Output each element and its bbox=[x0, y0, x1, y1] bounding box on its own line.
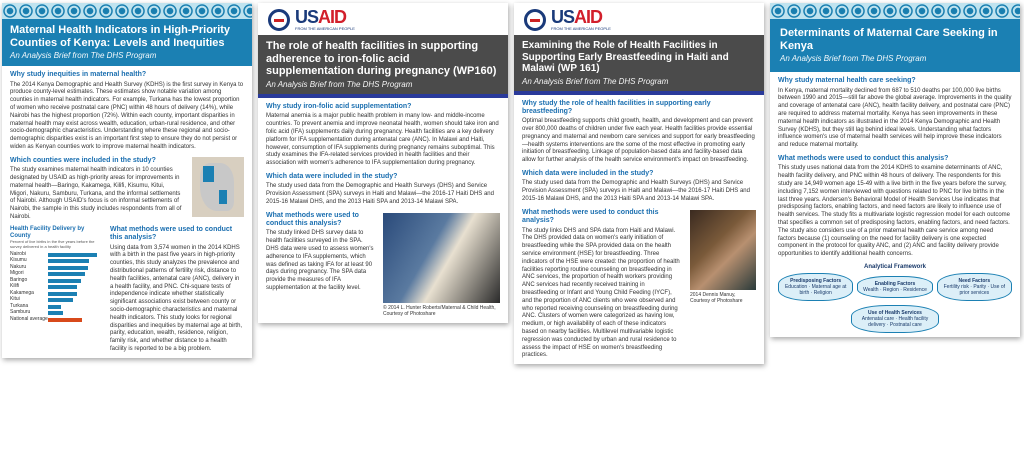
section-heading: Why study iron-folic acid supplementation? bbox=[266, 102, 412, 110]
usaid-seal-icon bbox=[524, 9, 546, 31]
usaid-logo: USAID FROM THE AMERICAN PEOPLE bbox=[258, 3, 508, 35]
bar-label: Samburu bbox=[10, 309, 31, 316]
bar-label: Turkana bbox=[10, 302, 29, 309]
brief-iron-folic-acid[interactable] bbox=[258, 3, 508, 323]
framework-node: Predisposing Factors Education · Maternal age at birth · Religion bbox=[778, 273, 853, 301]
photo-caption: 2014 Dennis Manuy, Courtesy of Photoshare bbox=[690, 291, 743, 304]
framework-node: Use of Health Services Antenatal care · Health facility delivery · Postnatal care bbox=[851, 305, 939, 333]
chart-bar-row bbox=[10, 310, 102, 316]
brief-early-breastfeeding[interactable] bbox=[514, 3, 764, 364]
section-text: The study examines maternal health indicators in 10 counties designated by USAID as high-priority areas for improvements in maternal health—Baringo, Kakamega, Kilifi, Kisumu, Kitui, Migori, Nakuru, Samburu, Turkana, and the informal settlements of Nairobi. Although USAID's focus is on informal settlements of Nairobi, the sample in this study includes respondents from all of Nairobi. bbox=[10, 167, 182, 221]
bar-label: Kisumu bbox=[10, 257, 27, 264]
decorative-pattern bbox=[2, 3, 252, 19]
bar-label: Kitui bbox=[10, 296, 20, 303]
bar-label: Kilifi bbox=[10, 283, 20, 290]
chart-bar bbox=[48, 279, 81, 283]
county-delivery-chart bbox=[10, 226, 102, 354]
chart-bar bbox=[48, 285, 77, 289]
logo-tagline: FROM THE AMERICAN PEOPLE bbox=[295, 26, 355, 31]
chart-bar-row bbox=[10, 271, 102, 277]
section-text: The study used data from the Demographic and Health Surveys (DHS) and Service Provision Assessment (SPA) surveys in Haiti and Malawi—the 2016-17 Haiti DHS and 2015-16 Malawi DHS, and the 2013 Haiti SPA and 2013-14 Malawi SPA. bbox=[522, 180, 750, 203]
logo-tagline: FROM THE AMERICAN PEOPLE bbox=[551, 26, 611, 31]
chart-bar bbox=[48, 259, 89, 263]
section-heading: Which counties were included in the study? bbox=[10, 156, 156, 164]
usaid-logo: USAID FROM THE AMERICAN PEOPLE bbox=[514, 3, 764, 35]
section-text: In Kenya, maternal mortality declined from 687 to 510 deaths per 100,000 live births between 1990 and 2015—still far above the global average. Improvements in the quality and coverage of antenatal care (ANC), health facility delivery, and postnatal care (PNC) are required to address maternal mortality. Kenya has seen improvements in these maternal health indicators as illustrated in the 2014 Kenya Demographic and Health Survey (KDHS), but they still lag behind ideal levels. Understanding what factors influence women's use of maternal health services will help improve these indicators and reduce maternal mortality. bbox=[778, 87, 1012, 149]
section-heading: Why study maternal health care seeking? bbox=[778, 77, 916, 85]
usaid-seal-icon bbox=[268, 9, 290, 31]
title-band bbox=[770, 19, 1020, 72]
photo-mothers-infants bbox=[690, 210, 756, 290]
doc-subtitle: An Analysis Brief from The DHS Program bbox=[522, 76, 669, 86]
chart-bar-row bbox=[10, 258, 102, 264]
chart-bar bbox=[48, 272, 85, 276]
bar-label: Nairobi bbox=[10, 250, 26, 257]
section-heading: Why study inequities in maternal health? bbox=[10, 71, 147, 79]
kenya-map bbox=[192, 157, 244, 217]
chart-bar bbox=[48, 305, 61, 309]
chart-title: Health Facility Delivery by County bbox=[10, 225, 85, 239]
section-heading: What methods were used to conduct this analysis? bbox=[110, 225, 233, 242]
chart-bar-row bbox=[10, 284, 102, 290]
chart-subtitle: Percent of live births in the five years before the survey delivered in a health facility bbox=[10, 239, 95, 249]
doc-subtitle: An Analysis Brief from The DHS Program bbox=[780, 54, 927, 64]
section-text: Maternal anemia is a major public health problem in many low- and middle-income countries. To prevent anemia and improve neonatal health, women should take iron and folic acid (IFA) supplements daily during pregnancy. Health facilities are a key delivery platform for IFA supplementation during antenatal care (ANC). In Malawi and Haiti, however, consumption of IFA supplements during pregnancy remains suboptimal. This study examines the IFA-related services provided in health facilities and their association with women's adherence to IFA supplementation during pregnancy. bbox=[266, 113, 499, 167]
bar-label: Nakuru bbox=[10, 263, 27, 270]
title-band bbox=[2, 19, 252, 66]
chart-bar-row bbox=[10, 265, 102, 271]
bar-label: Baringo bbox=[10, 276, 28, 283]
framework-title: Analytical Framework bbox=[863, 264, 927, 270]
section-text: Optimal breastfeeding supports child growth, health, and development and can prevent over 800,000 deaths of children under five each year. Health facilities provide essential pregnancy and maternal and newborn care services and support for early breastfeeding—health systems interventions are the some of the most effective in promoting early initiation of breastfeeding. Linkage of population-based data and facility-based data allow for further analysis of the health service environment's impact on breastfeeding. bbox=[522, 118, 755, 164]
framework-node: Enabling Factors Wealth · Region · Residence bbox=[857, 276, 932, 298]
decorative-pattern bbox=[770, 3, 1020, 19]
photo-caption: © 2014 L. Hunter Roberts/Maternal & Child Health, Courtesy of Photoshare bbox=[383, 304, 496, 317]
bar-label: National average bbox=[10, 315, 48, 322]
chart-bar-row bbox=[10, 317, 102, 323]
section-heading: Which data were included in the study? bbox=[266, 172, 398, 180]
section-text: This study uses national data from the 2014 KDHS to examine determinants of ANC, health facility delivery, and PNC within 48 hours of delivery. The respondents for this study are 14,949 women age 15-49 with a live birth in the five years before the survey, including 7,152 women interviewed with questions related to PNC for live births in the last three years. Andersen's Behavioral Model of Health Services Use indicates that predisposing factors, enabling factors, and need factors are likely to influence use of health services. The study fits a multivariate logistic regression model for each outcome that specifies a common set of predisposing factors, enabling factors, and need factors. The study also considers use of a prior maternal health care service among need factors because (1) counseling on the need for facility delivery is one expected component in the protocol for quality ANC, and (2) ANC and facility delivery provide opportunities to identify additional health concerns. bbox=[778, 165, 1010, 258]
doc-subtitle: An Analysis Brief from The DHS Program bbox=[266, 79, 413, 89]
photo-women-health-facility bbox=[383, 213, 500, 303]
section-text: The study linked DHS survey data to health facilities surveyed in the SPA. DHS data were used to assess women's adherence to IFA supplements, which was defined as taking IFA for at least 90 days during pregnancy. The SPA data provide the measures of IFA supplementation at the facility level. bbox=[266, 230, 374, 292]
doc-title: The role of health facilities in supporting adherence to iron-folic acid supplementation during pregnancy (WP160) bbox=[266, 40, 497, 78]
section-heading: Why study the role of health facilities in supporting early breastfeeding? bbox=[522, 99, 711, 115]
framework-node: Need Factors Fertility risk · Parity · Use of prior services bbox=[937, 273, 1012, 301]
section-text: Using data from 3,574 women in the 2014 KDHS with a birth in the past five years in high-priority counties, this study analyzes the prevalence and distributional patterns of fertility risk, distance to health facilities, antenatal care (ANC), delivery in a health facility, and PNC. Chi-square tests of independence indicate whether statistically significant associations exist between county or socio-demographic characteristics and maternal health indicators. This study looks for regional disparities and inequities by maternal age at birth, parity, education, wealth, residence, religion, family risk, and whether distance to a health facility is reported to be a big problem. bbox=[110, 244, 243, 352]
section-heading: What methods were used to conduct this analysis? bbox=[266, 211, 359, 228]
chart-bar bbox=[48, 292, 77, 296]
chart-bar-row bbox=[10, 291, 102, 297]
section-text: The study links DHS and SPA data from Haiti and Malawi. The DHS provided data on women's early initiation of breastfeeding while the SPA provided data on the health service environment (HSE) for breastfeeding. Three indicators of the HSE were created: the proportion of health facilities reporting routine counseling on breastfeeding in ANC services, the proportion of health workers providing ANC services had recently received training in breastfeeding or Infant and Young Child Feeding (IYCF), and the proportion of ANC clients who were observed and who reported receiving counseling on breastfeeding during ANC. Clusters of women were categorized as having low, medium, or high availability of each of these indicators based on nearby facilities. Multilevel multivariable logistic regression was conducted by urban and rural residence to assess the impact of HSE on women's breastfeeding practices. bbox=[522, 227, 680, 359]
brief-kenya-maternal-indicators[interactable] bbox=[2, 3, 252, 358]
doc-title: Examining the Role of Health Facilities in Supporting Early Breastfeeding in Haiti and Malawi (WP 161) bbox=[522, 40, 729, 74]
title-band bbox=[258, 35, 508, 98]
brief-maternal-care-seeking[interactable] bbox=[770, 3, 1020, 337]
bar-label: Migori bbox=[10, 270, 24, 277]
chart-bar-row bbox=[10, 297, 102, 303]
doc-title: Determinants of Maternal Care Seeking in Kenya bbox=[780, 27, 998, 52]
analytical-framework bbox=[778, 264, 1012, 333]
bar-label: Kakamega bbox=[10, 289, 34, 296]
chart-bar bbox=[48, 266, 88, 270]
section-heading: What methods were used to conduct this analysis? bbox=[778, 155, 949, 163]
section-heading: Which data were included in the study? bbox=[522, 170, 654, 178]
section-text: The study used data from the Demographic and Health Surveys (DHS) and Service Provision Assessment (SPA) surveys in Haiti and Malawi—the 2016-17 Haiti DHS and 2015-16 Malawi DHS, and the 2013 Haiti SPA and 2013-14 Malawi SPA. bbox=[266, 183, 494, 205]
section-heading: What methods were used to conduct this analysis? bbox=[522, 208, 659, 225]
chart-bar bbox=[48, 253, 97, 257]
section-text: The 2014 Kenya Demographic and Health Survey (KDHS) is the first survey in Kenya to produce county-level estimates. These estimates show notable variation among counties in maternal health indicators. For example, Turkana has the lowest proportion of women who receive postnatal care (PNC) within 48 hours of delivery (14%), while Nairobi has the highest proportion (72%). Within each county, important disparities in maternal health may exist across wealth, education, urban-rural residence, and other socio-demographic characteristics. Understanding where these regional and socio-demographic disparities exist is an important first step to ensure they do not persist or widen as Kenyan counties work to improve maternal health indicators. bbox=[10, 81, 244, 151]
chart-bar bbox=[48, 318, 82, 322]
doc-subtitle: An Analysis Brief from The DHS Program bbox=[10, 51, 157, 61]
doc-title: Maternal Health Indicators in High-Priority Counties of Kenya: Levels and Inequities bbox=[10, 24, 231, 49]
chart-bar bbox=[48, 298, 73, 302]
chart-bar bbox=[48, 311, 63, 315]
chart-bar-row bbox=[10, 278, 102, 284]
title-band bbox=[514, 35, 764, 95]
